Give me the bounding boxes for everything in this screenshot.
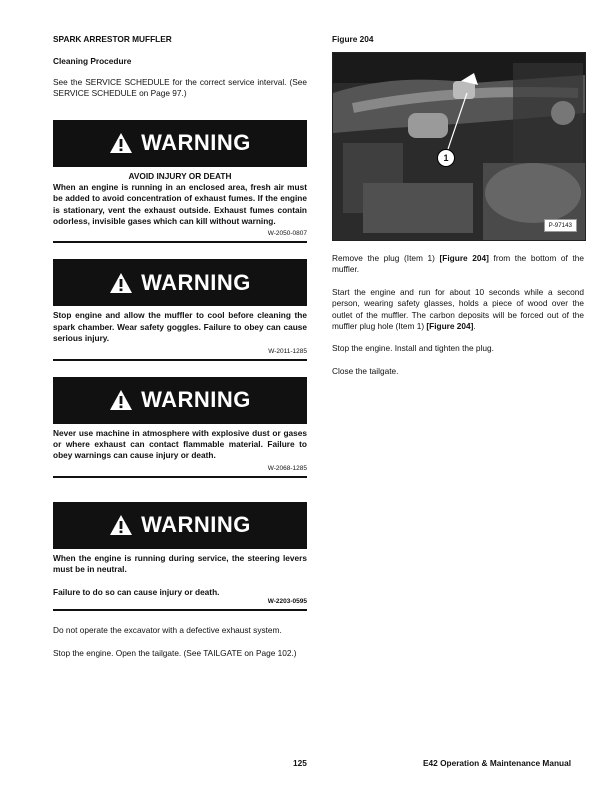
- warning-divider: [53, 609, 307, 611]
- warning-divider: [53, 359, 307, 361]
- intro-paragraph: See the SERVICE SCHEDULE for the correct service interval. (See SERVICE SCHEDULE on Page 97.): [53, 77, 307, 99]
- text-run: Remove the plug (Item 1): [332, 253, 440, 263]
- warning-body: Never use machine in atmosphere with explosive dust or gases or where exhaust can contact flammable material. Failure to obey warnings can cause injury or death.: [53, 427, 307, 461]
- warning-code: W-2203-0595: [267, 598, 307, 606]
- figure-label: Figure 204: [332, 34, 374, 44]
- text-run: from the bottom of the muffler.: [332, 253, 584, 275]
- warning-triangle-icon: [109, 132, 133, 154]
- warning-title: AVOID INJURY OR DEATH: [128, 170, 232, 181]
- text-run: Start the engine and run for about 10 seconds while a second person, wearing safety glasses, holds a piece of wood over the outlet of the muffler. The carbon deposits will be forced out of the muffler plug hole (Item 1): [332, 286, 584, 332]
- right-column: [332, 34, 584, 377]
- open-tailgate-paragraph: Stop the engine. Open the tailgate. (See TAILGATE on Page 102.): [53, 647, 297, 658]
- close-tailgate-paragraph: Close the tailgate.: [332, 365, 399, 376]
- warning-code: W-2050-0807: [267, 230, 307, 238]
- warning-triangle-icon: [109, 389, 133, 411]
- procedure-heading: Cleaning Procedure: [53, 56, 132, 66]
- manual-title: E42 Operation & Maintenance Manual: [423, 758, 571, 768]
- warning-banner: [53, 120, 307, 167]
- warning-triangle-icon: [109, 272, 133, 294]
- remove-plug-paragraph: [332, 253, 584, 276]
- warning-divider: [53, 476, 307, 478]
- warning-block-3: [53, 377, 307, 478]
- warning-code: W-2011-1285: [268, 347, 307, 355]
- warning-body: When an engine is running in an enclosed area, fresh air must be added to avoid concentration of exhaust fumes. If the engine is stationary, vent the exhaust outside. Exhaust fumes contain odorless, invisible gases which can kill without warning.: [53, 181, 307, 227]
- warning-word: WARNING: [141, 387, 251, 413]
- start-engine-paragraph: [332, 287, 584, 333]
- left-column: [53, 34, 307, 659]
- warning-word: WARNING: [141, 269, 251, 295]
- warning-body: When the engine is running during service, the steering levers must be in neutral.: [53, 552, 307, 575]
- install-plug-paragraph: Stop the engine. Install and tighten the plug.: [332, 343, 494, 354]
- text-run: .: [473, 321, 476, 332]
- muffler-photo-image: [333, 53, 585, 240]
- section-heading: SPARK ARRESTOR MUFFLER: [53, 34, 172, 44]
- warning-body: Stop engine and allow the muffler to cool before cleaning the spark chamber. Wear safety goggles. Failure to obey can cause serious injury.: [53, 310, 307, 344]
- warning-banner: [53, 259, 307, 306]
- warning-divider: [53, 241, 307, 243]
- defective-exhaust-paragraph: Do not operate the excavator with a defective exhaust system.: [53, 625, 282, 636]
- warning-word: WARNING: [141, 512, 251, 538]
- warning-banner: [53, 502, 307, 549]
- figure-reference: [Figure 204]: [426, 321, 474, 332]
- warning-triangle-icon: [109, 514, 133, 536]
- warning-block-1: [53, 120, 307, 244]
- warning-body-2: Failure to do so can cause injury or death.: [53, 586, 220, 597]
- figure-id-label: P-97143: [544, 219, 577, 232]
- warning-word: WARNING: [141, 130, 251, 156]
- page-number: 125: [293, 758, 307, 768]
- figure-reference: [Figure 204]: [439, 253, 489, 263]
- figure-204-photo: [332, 52, 586, 241]
- warning-block-2: [53, 259, 307, 360]
- item-1-callout: 1: [437, 149, 455, 167]
- warning-banner: [53, 377, 307, 424]
- warning-block-4: [53, 502, 307, 611]
- warning-code: W-2068-1285: [267, 464, 307, 472]
